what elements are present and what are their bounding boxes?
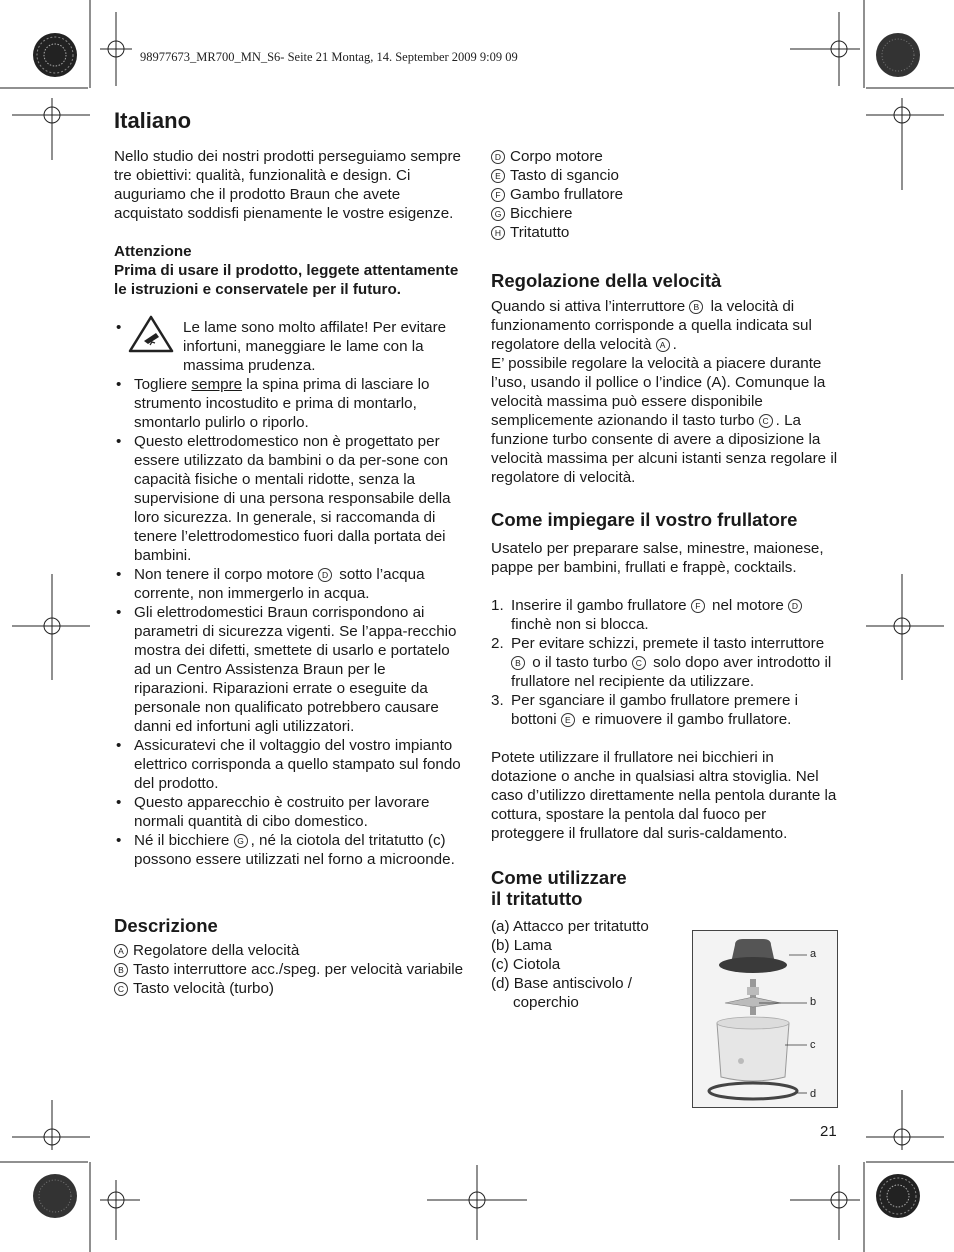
rosette-top-right: [876, 33, 920, 77]
chopper-lid: [719, 939, 787, 973]
crosshair-right-3: [866, 1090, 944, 1150]
part-d-continued: coperchio: [513, 994, 579, 1011]
rosette-bottom-left: [33, 1174, 77, 1218]
list-item: • Togliere sempre la spina prima di lasciare lo strumento incostudito e prima di montarlo, smontarlo pulirlo o riporlo.: [114, 375, 464, 432]
label-d: d: [810, 1088, 817, 1100]
print-header: 98977673_MR700_MN_S6- Seite 21 Montag, 14. September 2009 9:09 09: [140, 50, 518, 64]
crosshair-left-2: [12, 574, 90, 680]
crosshair-left-1: [12, 98, 90, 160]
chopper-heading: Come utilizzare il tritatutto: [491, 867, 627, 909]
list-item: 3. Per sganciare il gambo frullatore premere i bottoni E e rimuovere il gambo frullatore.: [491, 692, 799, 728]
intro-paragraph: Nello studio dei nostri prodotti perseguiamo sempre tre obiettivi: qualità, funzionalità e design. Ci auguriamo che il prodotto Braun che avete acquistato soddisfi pienamente le vostre esigenze.: [114, 148, 461, 222]
use-intro: Usatelo per preparare salse, minestre, maionese, pappe per bambini, frullati e frappè, cocktails.: [491, 540, 824, 576]
crosshair-bottom-right: [790, 1165, 860, 1240]
crosshair-bottom-center: [427, 1165, 527, 1240]
page-title: Italiano: [114, 108, 192, 133]
label-c: c: [810, 1039, 816, 1051]
use-heading: Come impiegare il vostro frullatore: [491, 509, 798, 530]
crosshair-bottom-left: [100, 1180, 140, 1240]
crosshair-right-1: [866, 98, 944, 190]
part-c: (c) Ciotola: [491, 956, 561, 973]
marker-g: G: [234, 834, 248, 848]
chopper-blade: [725, 979, 781, 1015]
description-item-a: A Regolatore della velocità: [114, 941, 464, 960]
chopper-base: [709, 1083, 797, 1099]
description-item-c: C Tasto velocità (turbo): [114, 979, 464, 998]
description-list: [114, 941, 464, 998]
attention-text: Prima di usare il prodotto, leggete attentamente le istruzioni e conservatele per il futuro.: [114, 262, 459, 298]
underlined-word: sempre: [191, 376, 243, 393]
description-heading: Descrizione: [114, 915, 218, 936]
list-item: 1. Inserire il gambo frullatore F nel motore D finchè non si blocca.: [491, 596, 841, 634]
label-a: a: [810, 948, 817, 960]
use-steps: [491, 596, 841, 729]
crosshair-right-2: [866, 574, 944, 680]
left-column: [114, 147, 464, 998]
safety-list: [114, 318, 464, 869]
speed-paragraph-2: E’ possibile regolare la velocità a piacere durante l’uso, usando il pollice o l’indice (A). Comunque la velocità massima può essere disponibile semplicemente azionando il tasto turbo C . La funzione turbo consente di avere a diposizione la velocità massima per alcuni istanti senza regolare il regolatore di velocità.: [491, 355, 838, 486]
right-column: [491, 147, 841, 1012]
chopper-parts: [491, 917, 691, 1012]
list-item: [114, 318, 464, 375]
description-item-f: F Gambo frullatore: [491, 185, 841, 204]
marker-b: B: [689, 300, 703, 314]
marker-d: D: [318, 568, 332, 582]
part-a: (a) Attacco per tritatutto: [491, 918, 649, 935]
crosshair-top-left: [100, 12, 132, 86]
rosette-top-left: [33, 33, 77, 77]
list-item: 2. Per evitare schizzi, premete il tasto interruttore B o il tasto turbo C solo dopo aver introdotto il frullatore nel recipiente da utilizzare.: [491, 635, 832, 690]
list-item: • Non tenere il corpo motore D sotto l’acqua corrente, non immergerlo in acqua.: [114, 565, 464, 603]
description-item-e: E Tasto di sgancio: [491, 166, 841, 185]
warning-text: Le lame sono molto affilate! Per evitare infortuni, maneggiare le lame con la massima prudenza.: [183, 319, 447, 374]
description-item-g: G Bicchiere: [491, 204, 841, 223]
list-item: • Né il bicchiere G , né la ciotola del tritatutto (c) possono essere utilizzati nel forno a microonde.: [114, 831, 464, 869]
description-list-continued: [491, 147, 841, 242]
page-number: 21: [820, 1123, 837, 1140]
chopper-bowl: [717, 1017, 789, 1081]
list-item: • Gli elettrodomestici Braun corrispondono ai parametri di sicurezza vigenti. Se l’appa-recchio mostra dei difetti, smettete di usarlo e portatelo ad un Centro Assistenza Braun per le riparazioni. Riparazioni errate o eseguite da personale non qualificato potrebbero causare danni ed infortuni agli utilizzatori.: [114, 603, 464, 736]
part-b: (b) Lama: [491, 937, 552, 954]
speed-heading: Regolazione della velocità: [491, 270, 722, 291]
warning-cut-hazard-icon: [128, 315, 174, 353]
use-paragraph: Potete utilizzare il frullatore nei bicchieri in dotazione o anche in qualsiasi altra stoviglia. Nel caso d’utilizzo direttamente nella pentola durante la cottura, spostare la pentola dal fuoco per proteggere il frullatore dal suris-caldamento.: [491, 749, 837, 842]
crosshair-left-3: [12, 1100, 90, 1150]
chopper-drawing: [693, 931, 837, 1107]
crosshair-top-right: [790, 12, 860, 86]
list-item: • Questo apparecchio è costruito per lavorare normali quantità di cibo domestico.: [114, 793, 464, 831]
description-item-h: H Tritatutto: [491, 223, 841, 242]
chopper-illustration: [692, 930, 838, 1108]
description-item-d: D Corpo motore: [491, 147, 841, 166]
list-item: • Questo elettrodomestico non è progettato per essere utilizzato da bambini o da per-sone con capacità fisiche o mentali ridotte, senza la supervisione di una persona responsabile della loro sicurezza. In generale, si raccomanda di tenere l’elettrodomestico fuori dalla portata dei bambini.: [114, 432, 464, 565]
attention-title: Attenzione: [114, 243, 192, 260]
part-d: (d) Base antiscivolo /: [491, 975, 632, 992]
label-b: b: [810, 996, 817, 1008]
rosette-bottom-right: [876, 1174, 920, 1218]
marker-c: C: [759, 414, 773, 428]
list-item: • Assicuratevi che il voltaggio del vostro impianto elettrico corrisponda a quello stampato sul fondo del prodotto.: [114, 736, 464, 793]
description-item-b: B Tasto interruttore acc./speg. per velocità variabile: [114, 960, 464, 979]
marker-a: A: [656, 338, 670, 352]
speed-paragraph-1: Quando si attiva l’interruttore B la velocità di funzionamento corrisponde a quella indicata sul regolatore della velocità A .: [491, 298, 812, 353]
